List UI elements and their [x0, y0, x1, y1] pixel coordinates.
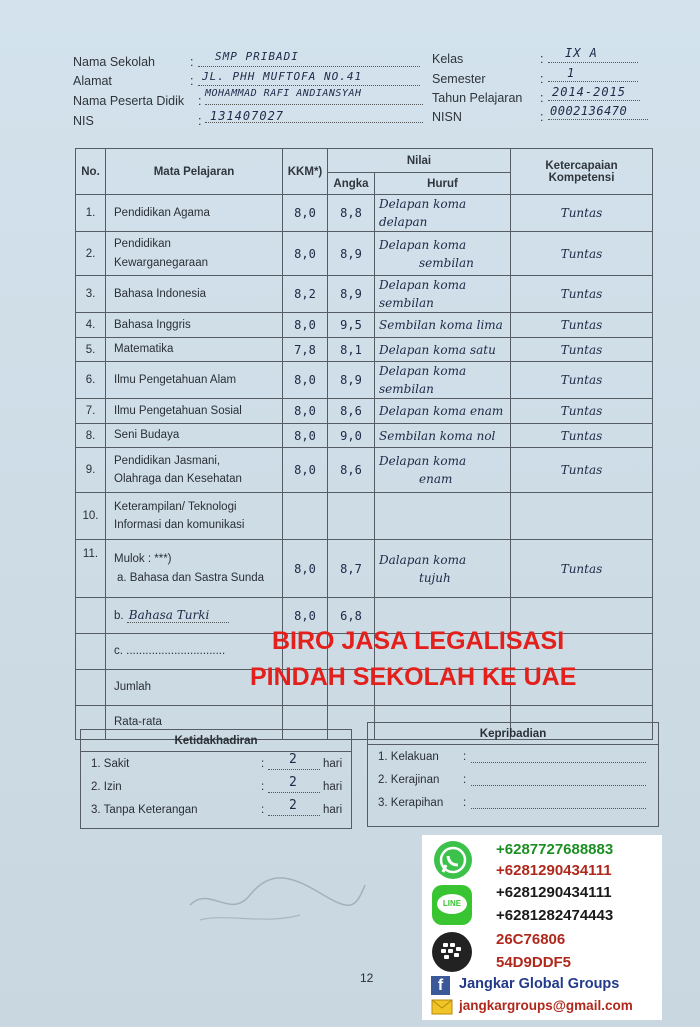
row-huruf: Delapan koma sembilan	[375, 232, 511, 276]
row-ketercapaian: Tuntas	[511, 276, 653, 313]
row-subject: Pendidikan Kewarganegaraan	[106, 232, 283, 276]
attendance-row: 2. Izin : 2 hari	[91, 775, 343, 793]
row-ketercapaian: Tuntas	[511, 362, 653, 399]
row-kkm: 7,8	[283, 338, 328, 362]
row-kkm: 8,0	[283, 362, 328, 399]
row-angka: 8,1	[328, 338, 375, 362]
line-number-1: +6281290434111	[496, 884, 612, 901]
email-icon	[431, 998, 453, 1016]
kepribadian-box	[367, 722, 659, 827]
row-huruf: Sembilan koma lima	[375, 313, 511, 338]
email-address: jangkargroups@gmail.com	[459, 998, 633, 1013]
row-kkm: 8,0	[283, 598, 328, 634]
row-no: 10.	[76, 493, 106, 540]
row-angka: 6,8	[328, 598, 375, 634]
header-huruf: Huruf	[375, 173, 511, 195]
header-nilai: Nilai	[328, 149, 511, 173]
row-kkm: 8,0	[283, 232, 328, 276]
label-nama-sekolah: Nama Sekolah	[73, 55, 155, 69]
label-alamat: Alamat	[73, 74, 112, 88]
row-kkm: 8,2	[283, 276, 328, 313]
personality-row: 1. Kelakuan :	[368, 745, 658, 768]
row-huruf: Delapan koma delapan	[375, 195, 511, 232]
row-ketercapaian: Tuntas	[511, 540, 653, 598]
label-nama-peserta: Nama Peserta Didik	[73, 94, 185, 108]
row-kkm	[283, 493, 328, 540]
header-angka: Angka	[328, 173, 375, 195]
table-row	[76, 448, 653, 493]
dotted-line	[198, 66, 420, 67]
row-huruf	[375, 493, 511, 540]
row-huruf: Delapan koma enam	[375, 448, 511, 493]
row-subject: Rata-rata	[106, 706, 283, 740]
overlay-line-2: PINDAH SEKOLAH KE UAE	[250, 663, 577, 691]
header-no: No.	[76, 149, 106, 195]
dotted-line	[198, 85, 420, 86]
attendance-value: 2	[289, 775, 297, 790]
row-ketercapaian	[511, 493, 653, 540]
personality-row: 2. Kerajinan :	[368, 768, 658, 791]
row-no: 6.	[76, 362, 106, 399]
bbm-icon	[432, 932, 472, 972]
row-angka: 8,9	[328, 362, 375, 399]
row-angka: 9,0	[328, 424, 375, 448]
table-row-mulok	[76, 540, 653, 598]
table-header-row	[76, 149, 653, 173]
table-row	[76, 493, 653, 540]
row-angka: 8,6	[328, 399, 375, 424]
row-ketercapaian: Tuntas	[511, 195, 653, 232]
attendance-row: 3. Tanpa Keterangan : 2 hari	[91, 798, 343, 816]
row-subject: b. Bahasa Turki	[106, 598, 283, 634]
row-no: 1.	[76, 195, 106, 232]
row-subject: Ilmu Pengetahuan Alam	[106, 362, 283, 399]
dotted-line	[205, 122, 423, 123]
row-angka: 9,5	[328, 313, 375, 338]
row-subject: Bahasa Inggris	[106, 313, 283, 338]
row-angka	[328, 493, 375, 540]
row-huruf: Delapan koma satu	[375, 338, 511, 362]
table-row	[76, 195, 653, 232]
row-subject: Seni Budaya	[106, 424, 283, 448]
dotted-line	[548, 100, 640, 101]
attendance-row: 1. Sakit : 2 hari	[91, 752, 343, 770]
row-no: 5.	[76, 338, 106, 362]
whatsapp-number-1: +6287727688883	[496, 841, 614, 858]
row-kkm: 8,0	[283, 424, 328, 448]
signature-scribble	[170, 865, 370, 935]
row-angka: 8,9	[328, 276, 375, 313]
dotted-line	[205, 104, 423, 105]
value-nisn: 0002136470	[550, 104, 628, 118]
row-no: 4.	[76, 313, 106, 338]
row-kkm: 8,0	[283, 540, 328, 598]
bbm-pin-1: 26C76806	[496, 931, 566, 948]
table-row	[76, 338, 653, 362]
row-no: 11.	[76, 540, 106, 598]
row-huruf: Dalapan koma tujuh	[375, 540, 511, 598]
header-ketercapaian: Ketercapaian Kompetensi	[511, 149, 653, 195]
value-alamat: JL. PHH MUFTOFA NO.41	[202, 70, 363, 83]
row-no: 3.	[76, 276, 106, 313]
value-semester: 1	[567, 66, 576, 80]
value-nis: 131407027	[210, 109, 285, 123]
value-nama-peserta: MOHAMMAD RAFI ANDIANSYAH	[205, 88, 362, 99]
attendance-unit: hari	[323, 781, 343, 793]
header-kkm: KKM*)	[283, 149, 328, 195]
label-nisn: NISN	[432, 110, 462, 124]
personality-row: 3. Kerapihan :	[368, 791, 658, 814]
dotted-line	[548, 62, 638, 63]
row-subject: Matematika	[106, 338, 283, 362]
attendance-unit: hari	[323, 758, 343, 770]
row-no: 9.	[76, 448, 106, 493]
row-ketercapaian: Tuntas	[511, 313, 653, 338]
row-subject: Ilmu Pengetahuan Sosial	[106, 399, 283, 424]
contact-panel	[422, 835, 662, 1020]
table-row	[76, 399, 653, 424]
facebook-icon: f	[431, 976, 450, 995]
label-semester: Semester	[432, 72, 486, 86]
row-ketercapaian: Tuntas	[511, 424, 653, 448]
attendance-value: 2	[289, 798, 297, 813]
value-nama-sekolah: SMP PRIBADI	[215, 50, 299, 63]
dotted-line	[548, 81, 638, 82]
attendance-value: 2	[289, 752, 297, 767]
label-kelas: Kelas	[432, 52, 464, 66]
row-huruf: Delapan koma sembilan	[375, 362, 511, 399]
student-info: Nama Sekolah : SMP PRIBADI Alamat : JL. PHH MUFTOFA NO.41 Nama Peserta Didik : MOHAMMAD RAFI ANDIANSYAH NIS : 131407027 Kelas : IX A Semester : 1 Tahun Pelajaran : 2014-2015 NISN : 0002136470	[0, 0, 700, 130]
label-nis: NIS	[73, 114, 94, 128]
value-tahun: 2014-2015	[552, 85, 627, 99]
row-kkm: 8,0	[283, 399, 328, 424]
kepribadian-title: Kepribadian	[368, 723, 658, 745]
row-angka: 8,6	[328, 448, 375, 493]
header-mata-pelajaran: Mata Pelajaran	[106, 149, 283, 195]
line-icon: LINE	[432, 885, 472, 925]
row-no: 7.	[76, 399, 106, 424]
overlay-line-1: BIRO JASA LEGALISASI	[272, 627, 565, 655]
row-angka: 8,7	[328, 540, 375, 598]
line-number-2: +6281282474443	[496, 907, 614, 924]
row-huruf: Sembilan koma nol	[375, 424, 511, 448]
row-kkm: 8,0	[283, 313, 328, 338]
row-ketercapaian: Tuntas	[511, 399, 653, 424]
row-subject: Mulok : ***) a. Bahasa dan Sastra Sunda	[106, 540, 283, 598]
row-ketercapaian: Tuntas	[511, 338, 653, 362]
ketidakhadiran-title: Ketidakhadiran	[81, 730, 351, 752]
row-subject: Pendidikan Jasmani, Olahraga dan Kesehatan	[106, 448, 283, 493]
row-huruf: Delapan koma sembilan	[375, 276, 511, 313]
bbm-pin-2: 54D9DDF5	[496, 954, 572, 971]
row-kkm: 8,0	[283, 195, 328, 232]
row-subject: Pendidikan Agama	[106, 195, 283, 232]
table-row	[76, 424, 653, 448]
table-row	[76, 313, 653, 338]
row-subject: Bahasa Indonesia	[106, 276, 283, 313]
row-angka: 8,8	[328, 195, 375, 232]
row-subject: c. ...............................	[106, 634, 283, 670]
row-subject: Keterampilan/ Teknologi Informasi dan komunikasi	[106, 493, 283, 540]
row-huruf: Delapan koma enam	[375, 399, 511, 424]
row-no: 2.	[76, 232, 106, 276]
page-number: 12	[360, 971, 374, 985]
whatsapp-icon	[434, 841, 472, 879]
attendance-unit: hari	[323, 804, 343, 816]
row-kkm: 8,0	[283, 448, 328, 493]
value-kelas: IX A	[565, 46, 598, 60]
row-ketercapaian: Tuntas	[511, 232, 653, 276]
table-row	[76, 276, 653, 313]
row-angka: 8,9	[328, 232, 375, 276]
ketidakhadiran-box	[80, 729, 352, 829]
row-subject: Jumlah	[106, 670, 283, 706]
row-ketercapaian: Tuntas	[511, 448, 653, 493]
facebook-name: Jangkar Global Groups	[459, 976, 620, 992]
label-tahun: Tahun Pelajaran	[432, 91, 523, 105]
whatsapp-number-2: +6281290434111	[496, 862, 612, 879]
table-row	[76, 232, 653, 276]
row-no: 8.	[76, 424, 106, 448]
dotted-line	[548, 119, 648, 120]
table-row	[76, 362, 653, 399]
